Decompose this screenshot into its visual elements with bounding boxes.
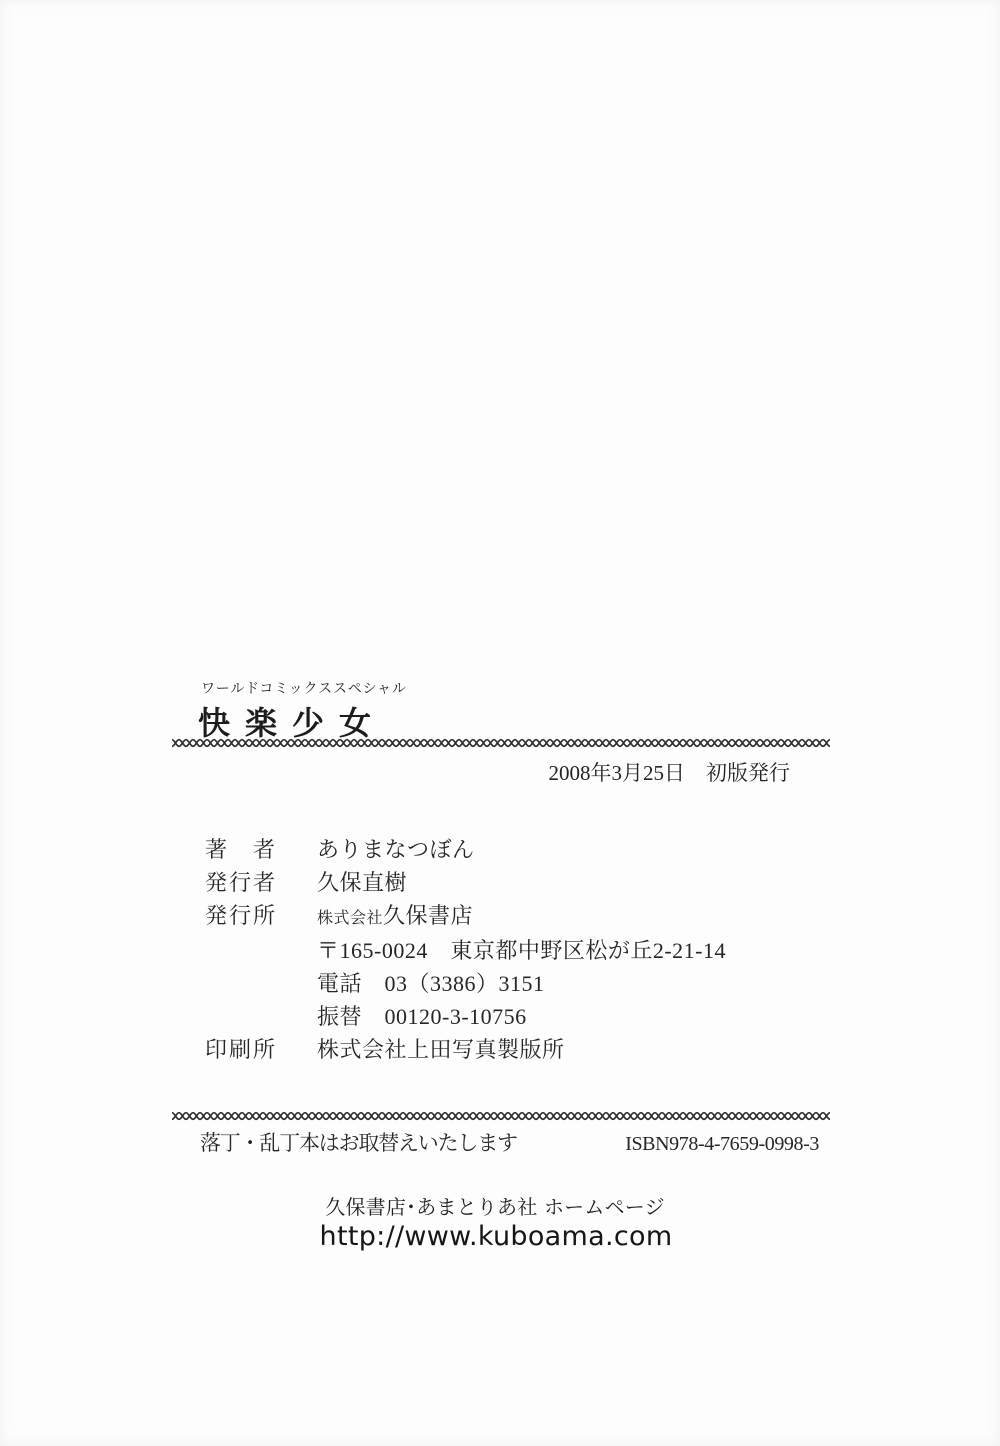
row-value [317,900,473,936]
book-title: 快楽少女 [198,705,387,741]
homepage-caption: 久保書店･あまとりあ社 ホームページ [325,1195,665,1219]
colophon-row-publishing-house [173,900,828,936]
row-value: ありまなつぼん [317,837,475,862]
notice-isbn-line [173,1127,828,1157]
colophon-row-phone [173,968,828,1001]
colophon-row-publisher-person [173,867,828,900]
row-value: 電話 03（3386）3151 [317,971,545,997]
row-value: 久保直樹 [317,869,408,895]
colophon-row-postal-transfer [173,1001,828,1034]
row-label: 印刷所 [205,1036,275,1062]
colophon-row-address [173,935,828,968]
row-value: 〒165-0024 東京都中野区松が丘2-21-14 [317,938,726,964]
company-name: 久保書店 [383,902,474,928]
series-label: ワールドコミックススペシャル [201,681,407,697]
colophon-row-author [173,834,828,867]
edition-date: 2008年3月25日 初版発行 [548,761,790,785]
row-value: 振替 00120-3-10756 [317,1003,527,1029]
colophon-table [173,834,828,1067]
colophon-row-printer [173,1034,828,1067]
company-type-prefix: 株式会社 [317,909,384,927]
row-label: 発行者 [205,869,275,895]
isbn-number: ISBN978-4-7659-0998-3 [625,1133,819,1155]
rope-divider-bottom [172,1110,830,1122]
row-label: 発行所 [205,902,275,928]
rope-divider-top [172,737,830,749]
row-label: 著 者 [205,837,275,862]
reprint-notice: 落丁・乱丁本はお取替えいたします [200,1131,517,1155]
row-value: 株式会社上田写真製版所 [317,1036,565,1062]
homepage-url: http://www.kuboama.com [319,1221,673,1252]
